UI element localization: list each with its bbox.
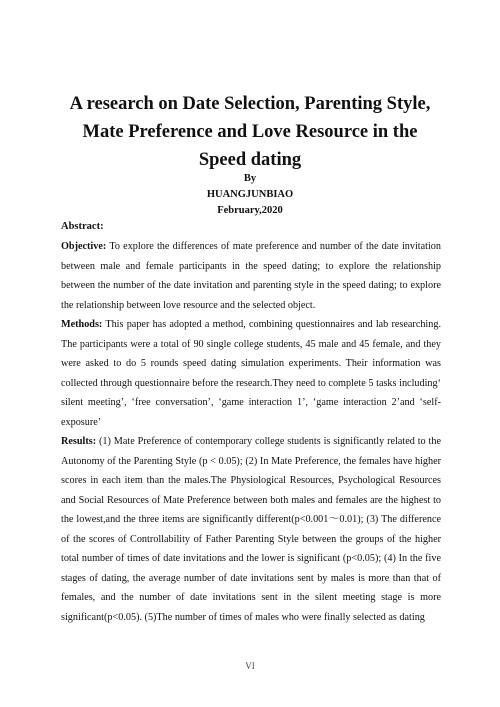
abstract-heading: Abstract:	[61, 221, 104, 232]
objective-paragraph	[61, 237, 441, 315]
results-text: (1) Mate Preference of contemporary college students is significantly related to the Autonomy of the Parenting Style (p < 0.05); (2) In Mate Preference, the females have higher scores in each item than the males.The Physiological Resources, Psychological Resources and Social Resources of Mate Preference between both males and females are the highest to the lowest,and the three items are significantly different(p<0.001～0.01); (3) The difference of the scores of Controllability of Father Parenting Style between the groups of the higher total number of times of date invitations and the lower is significant (p<0.05); (4) In the five stages of dating, the average number of date invitations sent by males is more than that of females, and the number of date invitations sent in the silent meeting stage is more significant(p<0.05). (5)The number of times of males who were finally selected as dating	[61, 436, 441, 623]
methods-text: This paper has adopted a method, combining questionnaires and lab researching. The participants were a total of 90 single college students, 45 male and 45 female, and they were asked to do 5 rounds speed dating simulation experiments. Their information was collected through questionnaire before the research.They need to complete 5 tasks including‘ silent meeting’, ‘free conversation’, ‘game interaction 1’, ‘game interaction 2’and ‘self-exposure’	[61, 319, 441, 428]
publication-date: February,2020	[217, 205, 283, 216]
byline: By	[243, 173, 257, 184]
methods-paragraph	[61, 315, 441, 432]
objective-text: To explore the differences of mate preference and number of the date invitation between male and female participants in the speed dating; to explore the relationship between the number of the date invitation and parenting style in the speed dating; to explore the relationship between love resource and the selected object.	[61, 241, 441, 311]
title-line-3: Speed dating	[198, 150, 302, 170]
author-name: HUANGJUNBIAO	[206, 189, 294, 200]
objective-label: Objective:	[61, 241, 107, 252]
results-label: Results:	[61, 436, 97, 447]
title-line-1: A research on Date Selection, Parenting Style,	[69, 94, 431, 114]
title-line-2: Mate Preference and Love Resource in the	[82, 122, 418, 142]
paper-title	[40, 90, 460, 174]
abstract-body	[61, 237, 441, 627]
page-number: VI	[245, 661, 255, 671]
methods-label: Methods:	[61, 319, 103, 330]
results-paragraph	[61, 432, 441, 627]
